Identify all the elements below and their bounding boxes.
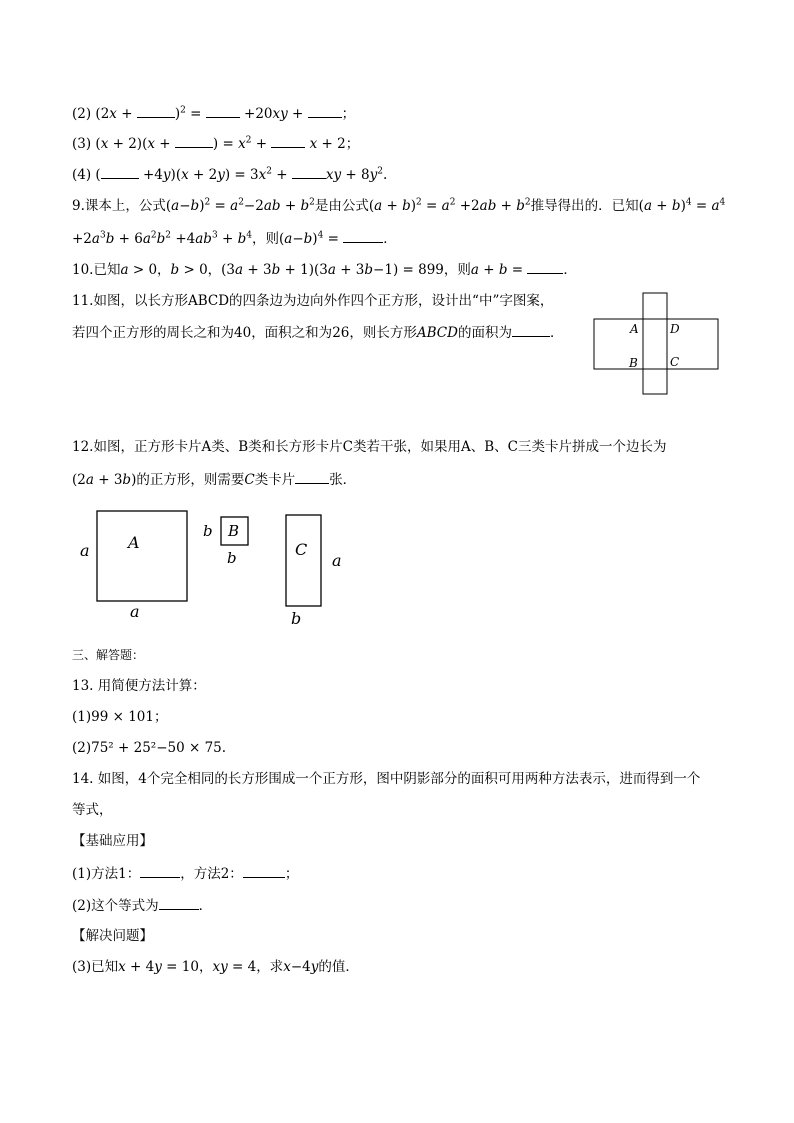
q14-line1: 14. 如图，4个完全相同的长方形围成一个正方形，图中阴影部分的面积可用两种方法表示，进而得到一个 [72, 771, 701, 787]
q11-line1: 11.如图，以长方形ABCD的四条边为边向外作四个正方形，设计出“中”字图案， [72, 293, 554, 309]
q12-line1: 12.如图，正方形卡片A类、B类和长方形卡片C类若干张，如果用A、B、C三类卡片拼成一个边长为 [72, 439, 667, 455]
q13-title: 13. 用简便方法计算： [72, 678, 206, 694]
answer-blank[interactable] [243, 863, 285, 878]
q11-figure [592, 292, 722, 398]
vertex-label-b: B [629, 356, 638, 370]
side-label-b: b [203, 522, 213, 540]
vertex-label-d: D [670, 322, 680, 336]
q13-part1: (1)99 × 101； [72, 709, 168, 725]
answer-blank[interactable] [292, 164, 326, 179]
answer-blank[interactable] [343, 228, 383, 243]
q10: 10.已知a > 0，b > 0，(3a + 3b + 1)(3a + 3b−1) = 899，则a + b = ． [72, 259, 577, 280]
q8-part3: (3) (x + 2)(x + ) = $x^2 + x + 2$； [72, 133, 359, 154]
side-label-b: b [227, 549, 237, 567]
answer-blank[interactable] [527, 259, 563, 274]
q14-part2: (2)这个等式为 ． [72, 895, 212, 916]
q12-line2: (2a + 3b)的正方形，则需要C类卡片 张． [72, 469, 356, 490]
side-label-b: b [291, 609, 302, 628]
vertex-label-c: C [670, 355, 680, 369]
section-title: 三、解答题： [72, 648, 145, 662]
q14-part3: (3)已知x + 4y = 10，xy = 4，求x−4y的值． [72, 959, 359, 975]
q8-part4: (4) ( $+4y)(x + 2y) = 3x^2$ + xy + $8y^2$. [72, 164, 387, 185]
answer-blank[interactable] [137, 103, 175, 118]
q14-part1: (1)方法1： ，方法2： ； [72, 863, 298, 884]
q14-line2: 等式， [72, 802, 113, 818]
card-a-label: A [128, 533, 140, 552]
q8-part2: (2) $(2x + )^2 = +20xy$ + ； [72, 103, 355, 124]
answer-blank[interactable] [159, 895, 199, 910]
side-label-a: a [130, 602, 140, 621]
answer-blank[interactable] [308, 103, 342, 118]
answer-blank[interactable] [271, 133, 305, 148]
q14-basic-heading: 【基础应用】 [72, 833, 153, 849]
card-a [97, 511, 187, 601]
answer-blank[interactable] [295, 469, 329, 484]
card-b-label: B [228, 522, 240, 540]
q13-part2: (2)75² + 25²−50 × 75. [72, 740, 227, 756]
answer-blank[interactable] [512, 322, 550, 337]
card-c [286, 515, 321, 606]
answer-blank[interactable] [206, 103, 240, 118]
card-c-label: C [295, 540, 308, 559]
answer-blank[interactable] [101, 164, 139, 179]
q9-line2: $+2a^3b + 6a^2b^2 +4ab^3 + b^4$，则$(a-b)^4$ = ． [72, 228, 397, 249]
q12-figure [72, 505, 362, 630]
answer-blank[interactable] [140, 863, 180, 878]
q11-line2: 若四个正方形的周长之和为40，面积之和为26，则长方形ABCD的面积为 ． [72, 322, 563, 343]
side-label-a: a [80, 541, 90, 560]
vertex-label-a: A [630, 322, 639, 336]
answer-blank[interactable] [175, 133, 213, 148]
side-label-a: a [332, 551, 342, 570]
q14-solve-heading: 【解决问题】 [72, 928, 153, 944]
q9-line1: 9.课本上，公式$(a-b)^2 = a^2-2ab + b^2$是由公式$(a + b)^2 = a^2 +2ab + b^2$推导得出的．已知$(a + b)^4 = a^4$ [72, 197, 726, 214]
